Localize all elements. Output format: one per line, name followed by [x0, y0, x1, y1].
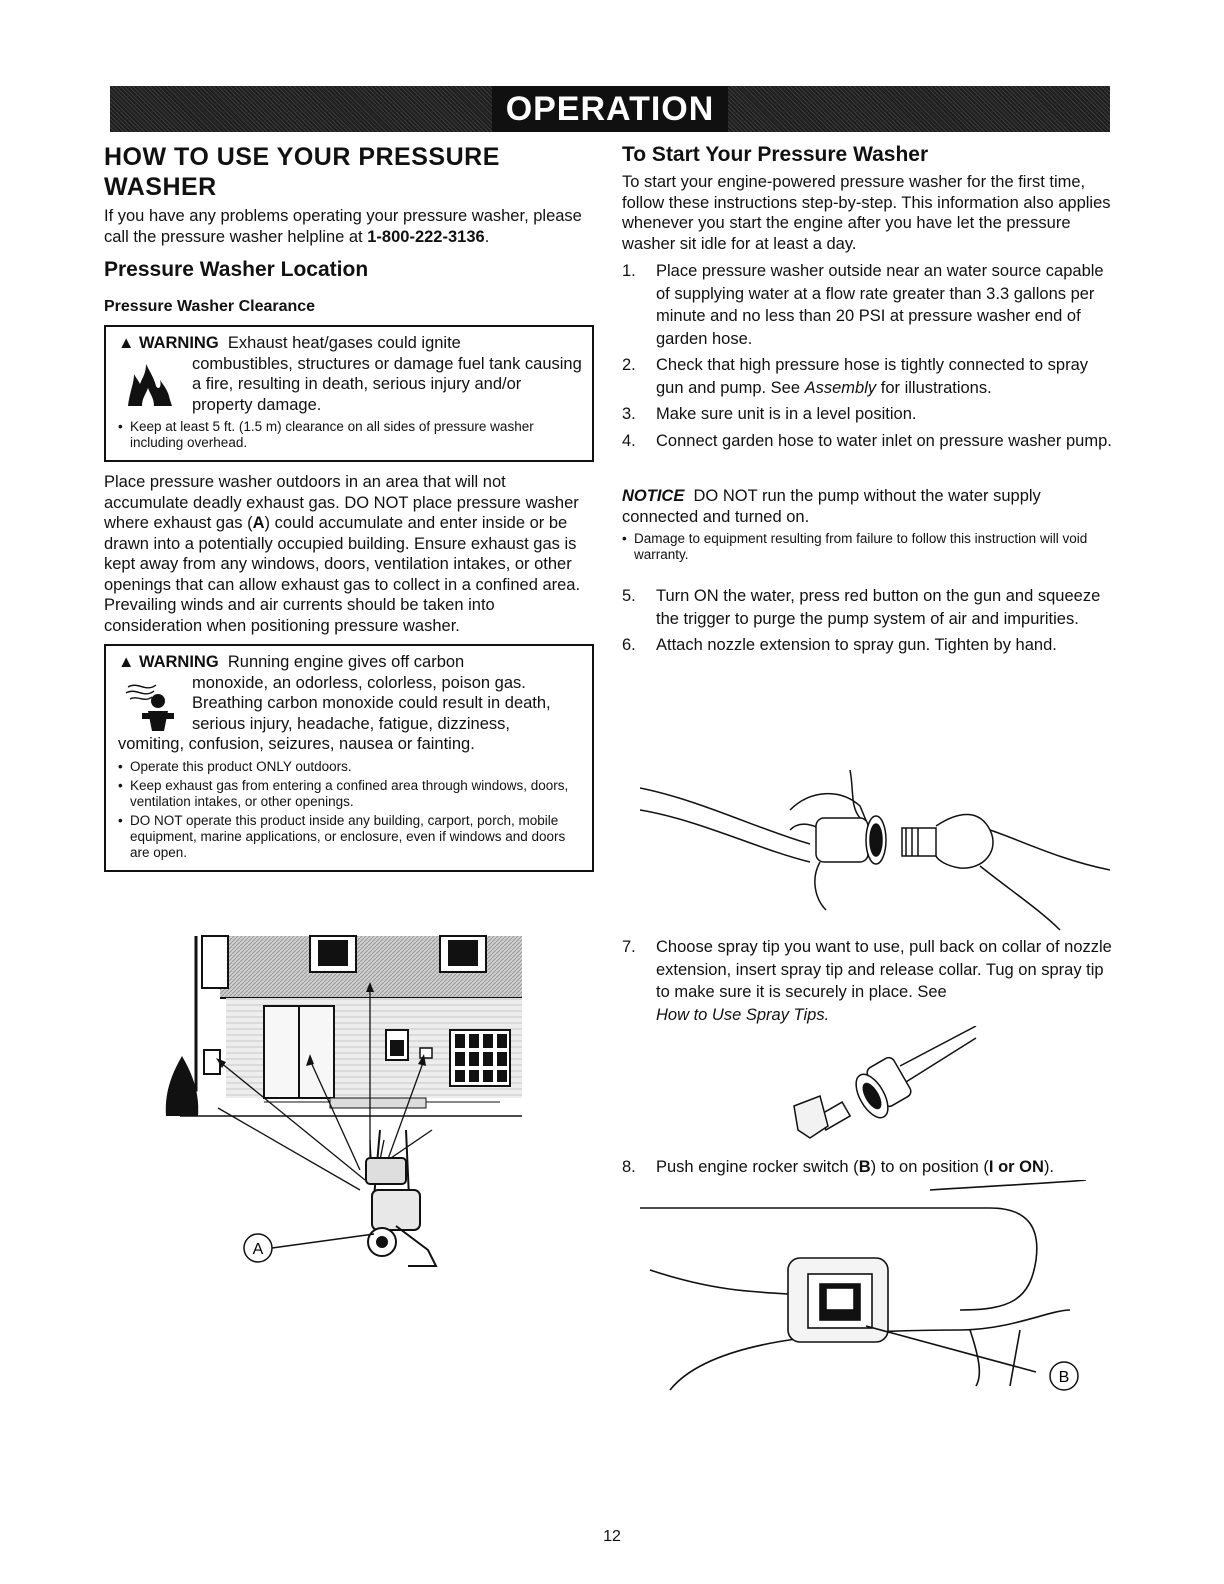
list-item: 2. Check that high pressure hose is tightly connected to spray gun and pump. See Assembly for illustrations.: [622, 356, 1088, 397]
steps-list-1: [622, 260, 1112, 452]
warning-box-carbon-monoxide: ▲ WARNING Running engine gives off carbon monoxide, an odorless, colorless, poison gas. Breathing carbon monoxide could result in death, serious injury, headache, fatigue, dizziness, vomiting, confusion, seizures, nausea or fainting. • Operate this product ONLY outdoors. • Keep exhaust gas from entering a confined area through windows, doors, ventilation intakes, or other openings. • DO NOT operate this product inside any building, carport, porch, mobile equipment, marine applications, or enclosure, even if windows and doors are open.: [104, 644, 594, 872]
location-paragraph: Place pressure washer outdoors in an area that will not accumulate deadly exhaust gas. DO NOT place pressure washer where exhaust gas (A) could accumulate and enter inside or be drawn into a potentially occupied building. Ensure exhaust gas is kept away from any windows, doors, ventilation intakes, or other openings that can allow exhaust gas to collect in a confined area. Prevailing winds and air currents should be taken into consideration when positioning pressure washer.: [104, 473, 581, 635]
page-number: 12: [603, 1528, 621, 1545]
list-item: 1. Place pressure washer outside near an water source capable of supplying water at a flow rate greater than 3.3 gallons per minute and no less than 20 PSI at pressure washer end of garden hose.: [622, 262, 1104, 348]
notice-label: NOTICE: [622, 487, 685, 505]
assembly-reference: Assembly: [804, 378, 877, 397]
warning-triangle-icon: ▲: [118, 334, 135, 352]
fire-icon: [124, 360, 176, 408]
spray-tip-illustration: [780, 1026, 980, 1146]
figure-label-b: B: [1058, 1369, 1070, 1386]
list-item: • Operate this product ONLY outdoors.: [118, 759, 582, 775]
steps-list-2: [622, 585, 1112, 657]
section-banner: [110, 86, 1110, 132]
warning-label: WARNING: [138, 334, 219, 352]
step-7: [622, 936, 1112, 1026]
list-item: 3. Make sure unit is in a level position.: [622, 405, 917, 423]
right-column: [622, 142, 1112, 657]
intro-paragraph: If you have any problems operating your pressure washer, please call the pressure washer helpline at 1-800-222-3136.: [104, 207, 582, 246]
nozzle-extension-illustration: [640, 770, 1120, 940]
list-item: • Keep at least 5 ft. (1.5 m) clearance on all sides of pressure washer including overhead.: [118, 419, 582, 451]
warning2-bullets: [118, 759, 582, 861]
helpline-number: 1-800-222-3136: [367, 227, 485, 246]
rocker-switch-illustration: [630, 1180, 1110, 1400]
left-column: [104, 142, 594, 872]
warning-label: WARNING: [138, 653, 219, 671]
spray-tips-reference: How to Use Spray Tips.: [656, 1005, 830, 1024]
warning-triangle-icon: ▲: [118, 653, 135, 671]
list-item: 6. Attach nozzle extension to spray gun. Tighten by hand.: [622, 636, 1057, 654]
warning1-bullets: [118, 419, 582, 451]
page-heading: HOW TO USE YOUR PRESSURE WASHER: [104, 143, 500, 201]
warning-box-fire: ▲ WARNING Exhaust heat/gases could ignite combustibles, structures or damage fuel tank causing a fire, resulting in death, serious injury and/or property damage. • Keep at least 5 ft. (1.5 m) clearance on all sides of pressure washer including overhead.: [104, 325, 594, 462]
notice-block: NOTICE DO NOT run the pump without the water supply connected and turned on. • Damage to equipment resulting from failure to follow this instruction will void warranty.: [622, 486, 1112, 563]
figure-label-a: A: [252, 1241, 264, 1258]
toxic-fumes-icon: [124, 677, 184, 733]
list-item: 5. Turn ON the water, press red button on the gun and squeeze the trigger to purge the pump system of air and impurities.: [622, 587, 1101, 628]
start-heading: To Start Your Pressure Washer: [622, 143, 929, 166]
location-heading: Pressure Washer Location: [104, 258, 369, 281]
step-8: [622, 1156, 1112, 1179]
list-item: 8. Push engine rocker switch (B) to on position (I or ON).: [622, 1158, 1055, 1176]
list-item: 7. Choose spray tip you want to use, pull back on collar of nozzle extension, insert spray tip and release collar. Tug on spray tip to make sure it is securely in place. See How to Use Spray Tips.: [622, 938, 1112, 1024]
start-intro: To start your engine-powered pressure washer for the first time, follow these instructions step-by-step. This information also applies whenever you start the engine after you have let the pressure washer sit idle for at least a day.: [622, 173, 1111, 253]
list-item: 4. Connect garden hose to water inlet on pressure washer pump.: [622, 431, 1112, 450]
list-item: • Damage to equipment resulting from failure to follow this instruction will void warranty.: [622, 531, 1112, 563]
banner-title: OPERATION: [492, 86, 729, 132]
house-exhaust-illustration: [160, 930, 540, 1280]
list-item: • Keep exhaust gas from entering a confined area through windows, doors, ventilation intakes, or other openings.: [118, 778, 582, 810]
list-item: • DO NOT operate this product inside any building, carport, porch, mobile equipment, marine applications, or enclosure, even if windows and doors are open.: [118, 813, 582, 861]
clearance-heading: Pressure Washer Clearance: [104, 298, 316, 315]
